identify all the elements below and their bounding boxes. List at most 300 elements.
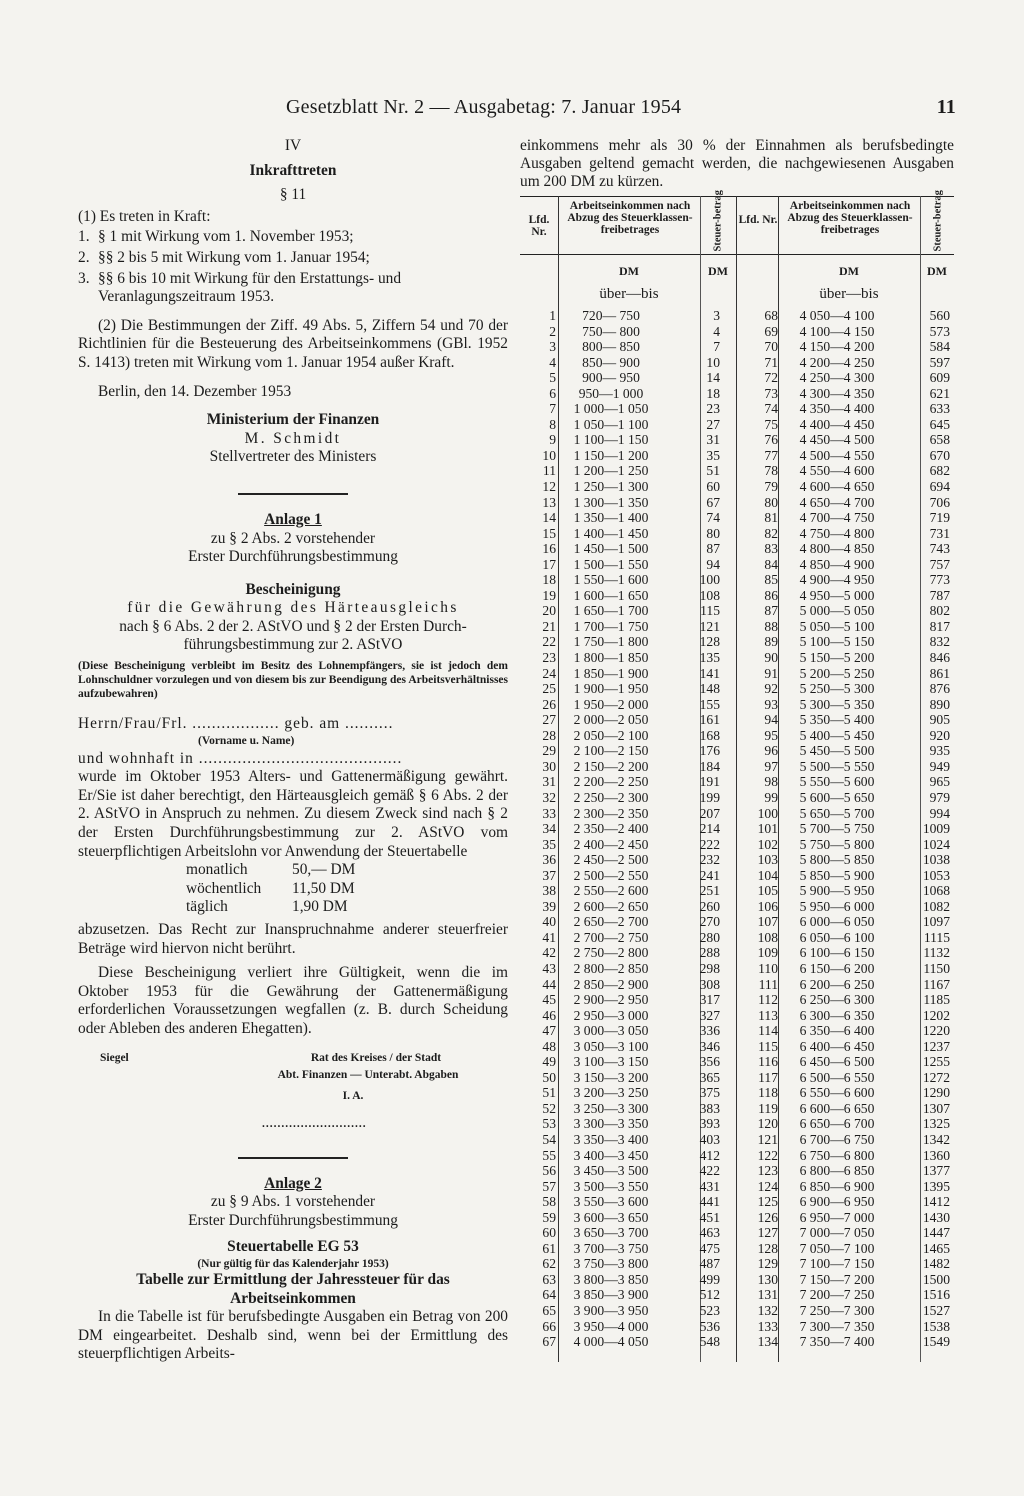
- table-cell: 800— 850: [582, 339, 640, 355]
- table-cell: 83: [764, 541, 778, 557]
- table-cell: 750— 800: [582, 323, 640, 339]
- table-cell: 3 250—3 300: [573, 1100, 649, 1116]
- table-cell: 69: [764, 323, 778, 339]
- table-cell: 7 100—7 150: [799, 1256, 875, 1272]
- table-cell: 1 550—1 600: [573, 572, 649, 588]
- table-cell: 787: [929, 587, 950, 603]
- table-cell: 131: [757, 1287, 778, 1303]
- amount-row: monatlich 50,— DM: [186, 861, 356, 879]
- table-cell: 950—1 000: [578, 385, 644, 401]
- table-cell: 71: [764, 354, 778, 370]
- table-cell: 1237: [922, 1038, 950, 1054]
- table-row: [520, 977, 954, 993]
- table-cell: 16: [542, 541, 556, 557]
- table-cell: 965: [929, 774, 950, 790]
- table-cell: 94: [706, 556, 720, 572]
- table-cell: 573: [929, 323, 950, 339]
- table-cell: 32: [542, 789, 556, 805]
- table-cell: 2 350—2 400: [573, 821, 649, 837]
- table-cell: 13: [542, 494, 556, 510]
- signature-line: ...........................: [262, 1117, 367, 1130]
- table-cell: 5 750—5 800: [799, 836, 875, 852]
- table-cell: 10: [542, 447, 556, 463]
- table-cell: 121: [757, 1131, 778, 1147]
- table-cell: 633: [929, 401, 950, 417]
- table-cell: 35: [706, 447, 720, 463]
- table-row: [520, 463, 954, 479]
- table-cell: 60: [542, 1225, 556, 1241]
- table-cell: 53: [542, 1116, 556, 1132]
- table-cell: 336: [699, 1023, 720, 1039]
- table-cell: 50: [542, 1069, 556, 1085]
- tax-table: [520, 190, 954, 1362]
- table-cell: 403: [699, 1131, 720, 1147]
- divider: [238, 493, 348, 495]
- table-cell: 6 850—6 900: [799, 1178, 875, 1194]
- table-cell: 6 100—6 150: [799, 945, 875, 961]
- table-cell: 109: [757, 945, 778, 961]
- table-cell: 103: [757, 852, 778, 868]
- amount-row: wöchentlich 11,50 DM: [186, 879, 355, 897]
- table-cell: 1 100—1 150: [573, 432, 649, 448]
- table-cell: 3 700—3 750: [573, 1240, 649, 1256]
- table-cell: 39: [542, 898, 556, 914]
- table-cell: 87: [764, 603, 778, 619]
- table-row: [520, 930, 954, 946]
- table-cell: 1430: [922, 1209, 950, 1225]
- table-cell: 6 500—6 550: [799, 1069, 875, 1085]
- table-cell: 1115: [923, 929, 950, 945]
- table-row: [520, 619, 954, 635]
- table-cell: 148: [699, 681, 720, 697]
- table-cell: 98: [764, 774, 778, 790]
- table-cell: 422: [699, 1163, 720, 1179]
- table-row: [520, 790, 954, 806]
- table-cell: 100: [699, 572, 720, 588]
- table-cell: 12: [542, 479, 556, 495]
- table-cell: 9: [549, 432, 556, 448]
- table-cell: 5 100—5 150: [799, 634, 875, 650]
- table-cell: 80: [706, 525, 720, 541]
- table-row: [520, 1116, 954, 1132]
- table-row: [520, 495, 954, 511]
- table-cell: 74: [764, 401, 778, 417]
- table-row: [520, 432, 954, 448]
- table-row: [520, 837, 954, 853]
- table-cell: 1342: [922, 1131, 950, 1147]
- table-cell: 5 250—5 300: [799, 681, 875, 697]
- table-cell: 52: [542, 1100, 556, 1116]
- table-row: [520, 1070, 954, 1086]
- table-cell: 584: [929, 339, 950, 355]
- table-cell: 719: [929, 510, 950, 526]
- table-cell: 6 250—6 300: [799, 992, 875, 1008]
- table-cell: 110: [758, 960, 778, 976]
- table-cell: 40: [542, 914, 556, 930]
- table-cell: 78: [764, 463, 778, 479]
- table-cell: 29: [542, 743, 556, 759]
- ia-label: I. A.: [342, 1089, 364, 1102]
- table-cell: 802: [929, 603, 950, 619]
- table-cell: 4 900—4 950: [799, 572, 875, 588]
- table-row: [520, 541, 954, 557]
- table-cell: 3 850—3 900: [573, 1287, 649, 1303]
- list-item: 1. § 1 mit Wirkung vom 1. November 1953;: [78, 228, 354, 246]
- table-cell: 5 800—5 850: [799, 852, 875, 868]
- table-cell: 10: [706, 354, 720, 370]
- table-row: [520, 1194, 954, 1210]
- table-cell: 645: [929, 416, 950, 432]
- divider: [238, 1157, 348, 1159]
- table-cell: 1082: [922, 898, 950, 914]
- table-cell: 4 400—4 450: [799, 416, 875, 432]
- table-cell: 94: [764, 712, 778, 728]
- table-cell: 890: [929, 696, 950, 712]
- table-cell: 5 950—6 000: [799, 898, 875, 914]
- table-cell: 6 150—6 200: [799, 960, 875, 976]
- table-cell: 773: [929, 572, 950, 588]
- table-row: [520, 1303, 954, 1319]
- table-cell: 49: [542, 1054, 556, 1070]
- table-cell: 920: [929, 727, 950, 743]
- name-line: Herrn/Frau/Frl. .................. geb. am ..........: [78, 715, 394, 733]
- intro-text: (1) Es treten in Kraft:: [78, 207, 211, 225]
- table-cell: 184: [699, 758, 720, 774]
- table-row: [520, 448, 954, 464]
- right-intro: einkommens mehr als 30 % der Einnahmen als berufsbedingte Ausgaben geltend gemacht werden, die nachgewiesenen Ausgaben um 200 DM zu kürzen.: [520, 137, 954, 191]
- table-cell: 133: [757, 1318, 778, 1334]
- table-cell: 7 150—7 200: [799, 1271, 875, 1287]
- table-cell: 104: [757, 867, 778, 883]
- page-number: 11: [936, 96, 956, 118]
- table-row: [520, 821, 954, 837]
- table-row: [520, 557, 954, 573]
- table-row: [520, 1225, 954, 1241]
- table-cell: 317: [699, 992, 720, 1008]
- table-cell: 412: [699, 1147, 720, 1163]
- table-cell: 4 050—4 100: [799, 308, 875, 323]
- table-cell: 74: [706, 510, 720, 526]
- table-cell: 14: [706, 370, 720, 386]
- table-row: [520, 728, 954, 744]
- table-row: [520, 852, 954, 868]
- table-cell: 597: [929, 354, 950, 370]
- table-cell: 114: [758, 1023, 778, 1039]
- list-item: 3. §§ 6 bis 10 mit Wirkung für den Erstattungs- und Veranlagungszeitraum 1953.: [78, 269, 402, 306]
- table-cell: 2 900—2 950: [573, 992, 649, 1008]
- table-row: [520, 634, 954, 650]
- table-cell: 487: [699, 1256, 720, 1272]
- certificate-spaced-title: für die Gewährung des Härteausgleichs: [127, 599, 459, 617]
- table-cell: 34: [542, 821, 556, 837]
- table-cell: 1447: [922, 1225, 950, 1241]
- table-cell: 46: [542, 1007, 556, 1023]
- table-row: [520, 1272, 954, 1288]
- table-cell: 5 150—5 200: [799, 650, 875, 666]
- table-cell: 44: [542, 976, 556, 992]
- table-cell: 66: [542, 1318, 556, 1334]
- table-cell: 155: [699, 696, 720, 712]
- table-cell: 1272: [922, 1069, 950, 1085]
- table-cell: 38: [542, 883, 556, 899]
- table-cell: 6 450—6 500: [799, 1054, 875, 1070]
- table-cell: 2 700—2 750: [573, 929, 649, 945]
- table-cell: 58: [542, 1194, 556, 1210]
- table-cell: 1 500—1 550: [573, 556, 649, 572]
- table-cell: 1412: [922, 1194, 950, 1210]
- table-cell: 1482: [922, 1256, 950, 1272]
- table-cell: 1 600—1 650: [573, 587, 649, 603]
- table-cell: 817: [929, 618, 950, 634]
- table-row: [520, 1210, 954, 1226]
- col-header-tax: Steuer-betrag: [712, 190, 724, 252]
- table-cell: 670: [929, 447, 950, 463]
- table-cell: 6 400—6 450: [799, 1038, 875, 1054]
- table-cell: 2 650—2 700: [573, 914, 649, 930]
- table-cell: 63: [542, 1271, 556, 1287]
- table-cell: 24: [542, 665, 556, 681]
- table-cell: 1 300—1 350: [573, 494, 649, 510]
- table-cell: 105: [757, 883, 778, 899]
- table-cell: 115: [758, 1038, 778, 1054]
- table-cell: 4: [713, 323, 720, 339]
- table-cell: 4 150—4 200: [799, 339, 875, 355]
- table-cell: 3 950—4 000: [573, 1318, 649, 1334]
- table-cell: 64: [542, 1287, 556, 1303]
- table-cell: 6 300—6 350: [799, 1007, 875, 1023]
- table-cell: 1167: [923, 976, 950, 992]
- table-cell: 85: [764, 572, 778, 588]
- table-cell: 475: [699, 1240, 720, 1256]
- table-cell: 70: [764, 339, 778, 355]
- table-cell: 51: [542, 1085, 556, 1101]
- table-cell: 4 500—4 550: [799, 447, 875, 463]
- unit-dm: DM: [927, 264, 947, 278]
- anlage2-ref1: zu § 9 Abs. 1 vorstehender: [210, 1193, 376, 1211]
- table-cell: 2 600—2 650: [573, 898, 649, 914]
- table-cell: 5 700—5 750: [799, 821, 875, 837]
- table-cell: 949: [929, 758, 950, 774]
- table-row: [520, 961, 954, 977]
- table-cell: 6 800—6 850: [799, 1163, 875, 1179]
- table-cell: 3 100—3 150: [573, 1054, 649, 1070]
- table-row: [520, 339, 954, 355]
- table-row: [520, 883, 954, 899]
- table-cell: 108: [699, 587, 720, 603]
- table-cell: 621: [929, 385, 950, 401]
- table-cell: 1 150—1 200: [573, 447, 649, 463]
- table-cell: 5 400—5 450: [799, 727, 875, 743]
- anlage1-ref2: Erster Durchführungsbestimmung: [188, 548, 398, 566]
- certificate-after: abzusetzen. Das Recht zur Inanspruchnahme anderer steuerfreier Beträge wird hiervon nicht berührt.: [78, 921, 508, 957]
- table-cell: 241: [699, 867, 720, 883]
- table-cell: 129: [757, 1256, 778, 1272]
- table-cell: 30: [542, 758, 556, 774]
- table-row: [520, 370, 954, 386]
- table-cell: 106: [757, 898, 778, 914]
- table-row: [520, 324, 954, 340]
- table-cell: 3 150—3 200: [573, 1069, 649, 1085]
- table-row: [520, 1241, 954, 1257]
- table-cell: 6 750—6 800: [799, 1147, 875, 1163]
- table-cell: 31: [542, 774, 556, 790]
- table-row: [520, 417, 954, 433]
- col-header-income: Arbeitseinkommen nach Abzug des Steuerklassen-freibetrages: [567, 200, 693, 236]
- table-cell: 288: [699, 945, 720, 961]
- table-cell: 95: [764, 727, 778, 743]
- table-cell: 125: [757, 1194, 778, 1210]
- table-cell: 1038: [922, 852, 950, 868]
- table-cell: 6 200—6 250: [799, 976, 875, 992]
- header-title: Gesetzblatt Nr. 2 — Ausgabetag: 7. Januar 1954: [286, 96, 682, 118]
- table-cell: 7 200—7 250: [799, 1287, 875, 1303]
- table-cell: 2 500—2 550: [573, 867, 649, 883]
- table-cell: 5 650—5 700: [799, 805, 875, 821]
- table-cell: 28: [542, 727, 556, 743]
- table-cell: 356: [699, 1054, 720, 1070]
- table-cell: 3 800—3 850: [573, 1271, 649, 1287]
- table-cell: 6 900—6 950: [799, 1194, 875, 1210]
- table-cell: 207: [699, 805, 720, 821]
- table-cell: 18: [542, 572, 556, 588]
- table-cell: 4 550—4 600: [799, 463, 875, 479]
- table-cell: 1053: [922, 867, 950, 883]
- tax-table-rows: [520, 308, 954, 1350]
- table-cell: 1097: [922, 914, 950, 930]
- table-cell: 67: [706, 494, 720, 510]
- table-cell: 1 450—1 500: [573, 541, 649, 557]
- table-cell: 1185: [923, 992, 950, 1008]
- table-cell: 115: [700, 603, 720, 619]
- certificate-validity: Diese Bescheinigung verliert ihre Gültigkeit, wenn die im Oktober 1953 für die Gewährung der Gattenermäßigung erforderlichen Voraussetzungen wegfallen (z. B. durch Scheidung oder Ableben des anderen Ehegatten).: [78, 964, 508, 1037]
- table-cell: 3 350—3 400: [573, 1131, 649, 1147]
- table-cell: 512: [699, 1287, 720, 1303]
- table-cell: 720— 750: [582, 308, 640, 323]
- table-row: [520, 1008, 954, 1024]
- table-cell: 6 650—6 700: [799, 1116, 875, 1132]
- unit-dm: DM: [708, 264, 728, 278]
- table-cell: 14: [542, 510, 556, 526]
- table-cell: 3 300—3 350: [573, 1116, 649, 1132]
- col-header-nr: Lfd. Nr.: [738, 214, 778, 226]
- table-row: [520, 588, 954, 604]
- table-cell: 31: [706, 432, 720, 448]
- table-row: [520, 386, 954, 402]
- table-cell: 6 350—6 400: [799, 1023, 875, 1039]
- table-row: [520, 526, 954, 542]
- table-row: [520, 743, 954, 759]
- table-cell: 1 200—1 250: [573, 463, 649, 479]
- table-cell: 96: [764, 743, 778, 759]
- table-cell: 5 900—5 950: [799, 883, 875, 899]
- table-row: [520, 868, 954, 884]
- table-row: [520, 1163, 954, 1179]
- table-cell: 1 000—1 050: [573, 401, 649, 417]
- table-cell: 7 250—7 300: [799, 1303, 875, 1318]
- table-cell: 4 750—4 800: [799, 525, 875, 541]
- table-cell: 77: [764, 447, 778, 463]
- table-cell: 346: [699, 1038, 720, 1054]
- col-header-nr: Lfd. Nr.: [528, 214, 550, 238]
- table-cell: 41: [542, 929, 556, 945]
- table-cell: 119: [758, 1100, 778, 1116]
- anlage1-ref1: zu § 2 Abs. 2 vorstehender: [210, 529, 376, 547]
- table-cell: 232: [699, 852, 720, 868]
- table-cell: 463: [699, 1225, 720, 1241]
- table-cell: 2 150—2 200: [573, 758, 649, 774]
- table-cell: 65: [542, 1303, 556, 1318]
- table-cell: 5 600—5 650: [799, 789, 875, 805]
- table-cell: 5 000—5 050: [799, 603, 875, 619]
- certificate-sub1: nach § 6 Abs. 2 der 2. AStVO und § 2 der Ersten Durch-: [119, 617, 467, 635]
- table-cell: 36: [542, 852, 556, 868]
- table-cell: 3 550—3 600: [573, 1194, 649, 1210]
- table-cell: 88: [764, 618, 778, 634]
- left-column: [78, 137, 508, 1364]
- table-row: [520, 914, 954, 930]
- table-cell: 15: [542, 525, 556, 541]
- table-row: [520, 650, 954, 666]
- table-row: [520, 308, 954, 324]
- table-cell: 4 450—4 500: [799, 432, 875, 448]
- table-cell: 72: [764, 370, 778, 386]
- table-row: [520, 1334, 954, 1350]
- table-cell: 107: [757, 914, 778, 930]
- tax-table-body: In die Tabelle ist für berufsbedingte Ausgaben ein Betrag von 200 DM eingearbeitet. Deshalb sind, wenn bei der Ermittlung des steuerpflichtigen Arbeits-: [78, 1308, 508, 1363]
- table-cell: 375: [699, 1085, 720, 1101]
- table-cell: 327: [699, 1007, 720, 1023]
- table-cell: 523: [699, 1303, 720, 1318]
- table-cell: 743: [929, 541, 950, 557]
- table-cell: 18: [706, 385, 720, 401]
- table-cell: 75: [764, 416, 778, 432]
- signer-name: M. Schmidt: [244, 429, 342, 447]
- table-cell: 7 050—7 100: [799, 1240, 875, 1256]
- table-cell: 97: [764, 758, 778, 774]
- table-cell: 876: [929, 681, 950, 697]
- tax-table-title: Tabelle zur Ermittlung der Jahressteuer für das Arbeitseinkommen: [136, 1270, 450, 1307]
- table-row: [520, 774, 954, 790]
- table-cell: 609: [929, 370, 950, 386]
- table-cell: 4 800—4 850: [799, 541, 875, 557]
- table-cell: 4: [549, 354, 556, 370]
- anlage1-title: Anlage 1: [264, 510, 322, 528]
- table-cell: 861: [929, 665, 950, 681]
- table-cell: 141: [699, 665, 720, 681]
- table-row: [520, 1085, 954, 1101]
- table-cell: 42: [542, 945, 556, 961]
- page-header: [286, 96, 956, 126]
- table-cell: 7: [713, 339, 720, 355]
- table-cell: 1202: [922, 1007, 950, 1023]
- table-cell: 1150: [923, 960, 950, 976]
- section-title: Inkrafttreten: [249, 161, 337, 179]
- table-row: [520, 697, 954, 713]
- table-cell: 91: [764, 665, 778, 681]
- table-cell: 4 300—4 350: [799, 385, 875, 401]
- ministry-name: Ministerium der Finanzen: [206, 411, 380, 429]
- table-cell: 4 950—5 000: [799, 587, 875, 603]
- table-cell: 1024: [922, 836, 950, 852]
- table-row: [520, 479, 954, 495]
- table-cell: 25: [542, 681, 556, 697]
- table-row: [520, 1319, 954, 1335]
- table-cell: 20: [542, 603, 556, 619]
- table-cell: 757: [929, 556, 950, 572]
- table-cell: 73: [764, 385, 778, 401]
- certificate-sub2: führungsbestimmung zur 2. AStVO: [183, 636, 403, 654]
- table-cell: 536: [699, 1318, 720, 1334]
